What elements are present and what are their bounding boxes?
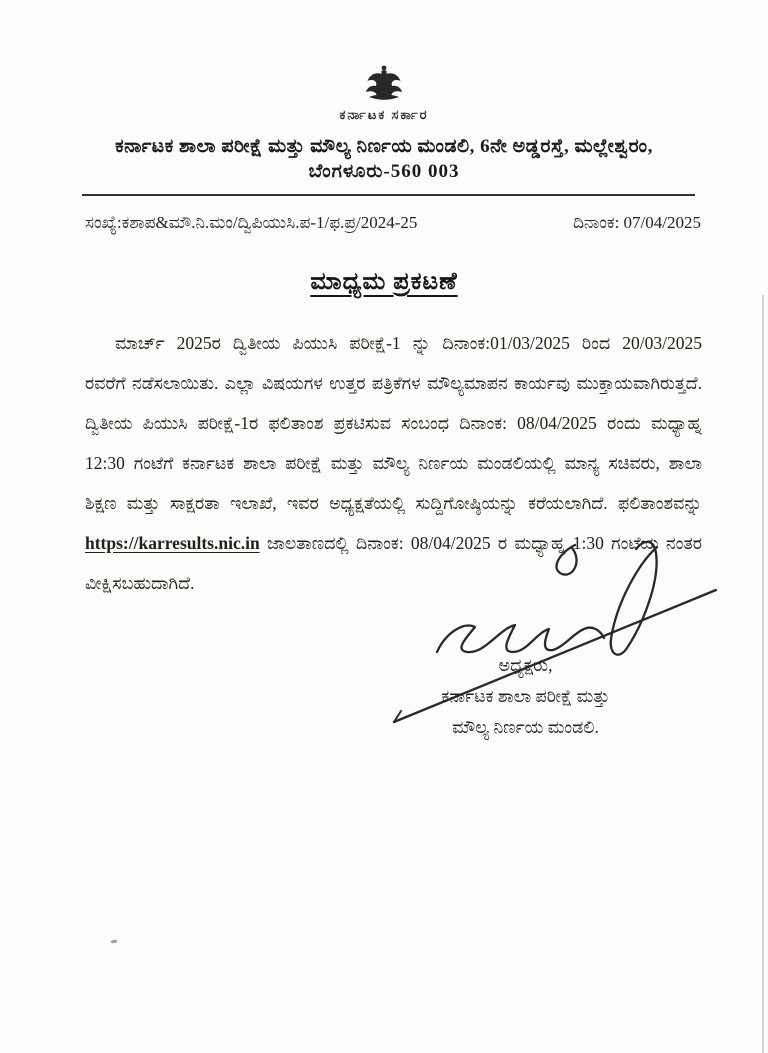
results-url-link[interactable]: https://karresults.nic.in [85, 533, 260, 553]
reference-row [85, 213, 701, 233]
signature-block [398, 650, 653, 743]
scan-edge-artifact [762, 295, 764, 1053]
body-paragraph [85, 323, 702, 603]
government-label: ಕರ್ನಾಟಕ ಸರ್ಕಾರ [339, 107, 429, 122]
letterhead [0, 0, 768, 196]
signatory-org-line1: ಕರ್ನಾಟಕ ಶಾಲಾ ಪರೀಕ್ಷೆ ಮತ್ತು [441, 686, 610, 706]
org-name-address: ಕರ್ನಾಟಕ ಶಾಲಾ ಪರೀಕ್ಷೆ ಮತ್ತು ಮೌಲ್ಯ ನಿರ್ಣಯ ಮಂಡಲಿ, 6ನೇ ಅಡ್ಡರಸ್ತೆ, ಮಲ್ಲೇಶ್ವರಂ, [115, 136, 653, 157]
signatory-org-line2: ಮೌಲ್ಯ ನಿರ್ಣಯ ಮಂಡಲಿ. [452, 717, 599, 737]
body-text-after-url: ಜಾಲತಾಣದಲ್ಲಿ ದಿನಾಂಕ: 08/04/2025 ರ ಮಧ್ಯಾಹ್ನ 1:30 ಗಂಟೆಯ ನಂತರ ವೀಕ್ಷಿಸಬಹುದಾಗಿದೆ. [85, 533, 702, 593]
org-city-pin: ಬೆಂಗಳೂರು-560 003 [308, 161, 460, 182]
body-text-before-url: ಮಾರ್ಚ್ 2025ರ ದ್ವಿತೀಯ ಪಿಯುಸಿ ಪರೀಕ್ಷೆ-1 ನ್ನು ದಿನಾಂಕ:01/03/2025 ರಿಂದ 20/03/2025 ರವರೆಗೆ ನಡೆಸಲಾಯಿತು. ಎಲ್ಲಾ ವಿಷಯಗಳ ಉತ್ತರ ಪತ್ರಿಕೆಗಳ ಮೌಲ್ಯಮಾಪನ ಕಾರ್ಯವು ಮುಕ್ತಾಯವಾಗಿರುತ್ತದೆ. ದ್ವಿತೀಯ ಪಿಯುಸಿ ಪರೀಕ್ಷೆ-1ರ ಫಲಿತಾಂಶ ಪ್ರಕಟಿಸುವ ಸಂಬಂಧ ದಿನಾಂಕ: 08/04/2025 ರಂದು ಮಧ್ಯಾಹ್ನ 12:30 ಗಂಟೆಗೆ ಕರ್ನಾಟಕ ಶಾಲಾ ಪರೀಕ್ಷೆ ಮತ್ತು ಮೌಲ್ಯ ನಿರ್ಣಯ ಮಂಡಲಿಯಲ್ಲಿ ಮಾನ್ಯ ಸಚಿವರು, ಶಾಲಾ ಶಿಕ್ಷಣ ಮತ್ತು ಸಾಕ್ಷರತಾ ಇಲಾಖೆ, ಇವರ ಅಧ್ಯಕ್ಷತೆಯಲ್ಲಿ ಸುದ್ದಿಗೋಷ್ಠಿಯನ್ನು ಕರೆಯಲಾಗಿದೆ. ಫಲಿತಾಂಶವನ್ನು [85, 333, 702, 513]
page-title: ಮಾಧ್ಯಮ ಪ್ರಕಟಣೆ [310, 269, 458, 295]
header-divider [82, 194, 695, 196]
scan-speck-artifact [111, 940, 117, 944]
reference-number: ಸಂಖ್ಯೆ:ಕಶಾಪ&ಮೌ.ನಿ.ಮಂ/ದ್ವಿಪಿಯುಸಿ.ಪ-1/ಫ.ಪ್ರ/2024-25 [85, 213, 418, 232]
karnataka-emblem-icon [361, 64, 407, 104]
signatory-designation: ಅಧ್ಯಕ್ಷರು, [498, 655, 553, 675]
document-date: ದಿನಾಂಕ: 07/04/2025 [572, 213, 701, 232]
